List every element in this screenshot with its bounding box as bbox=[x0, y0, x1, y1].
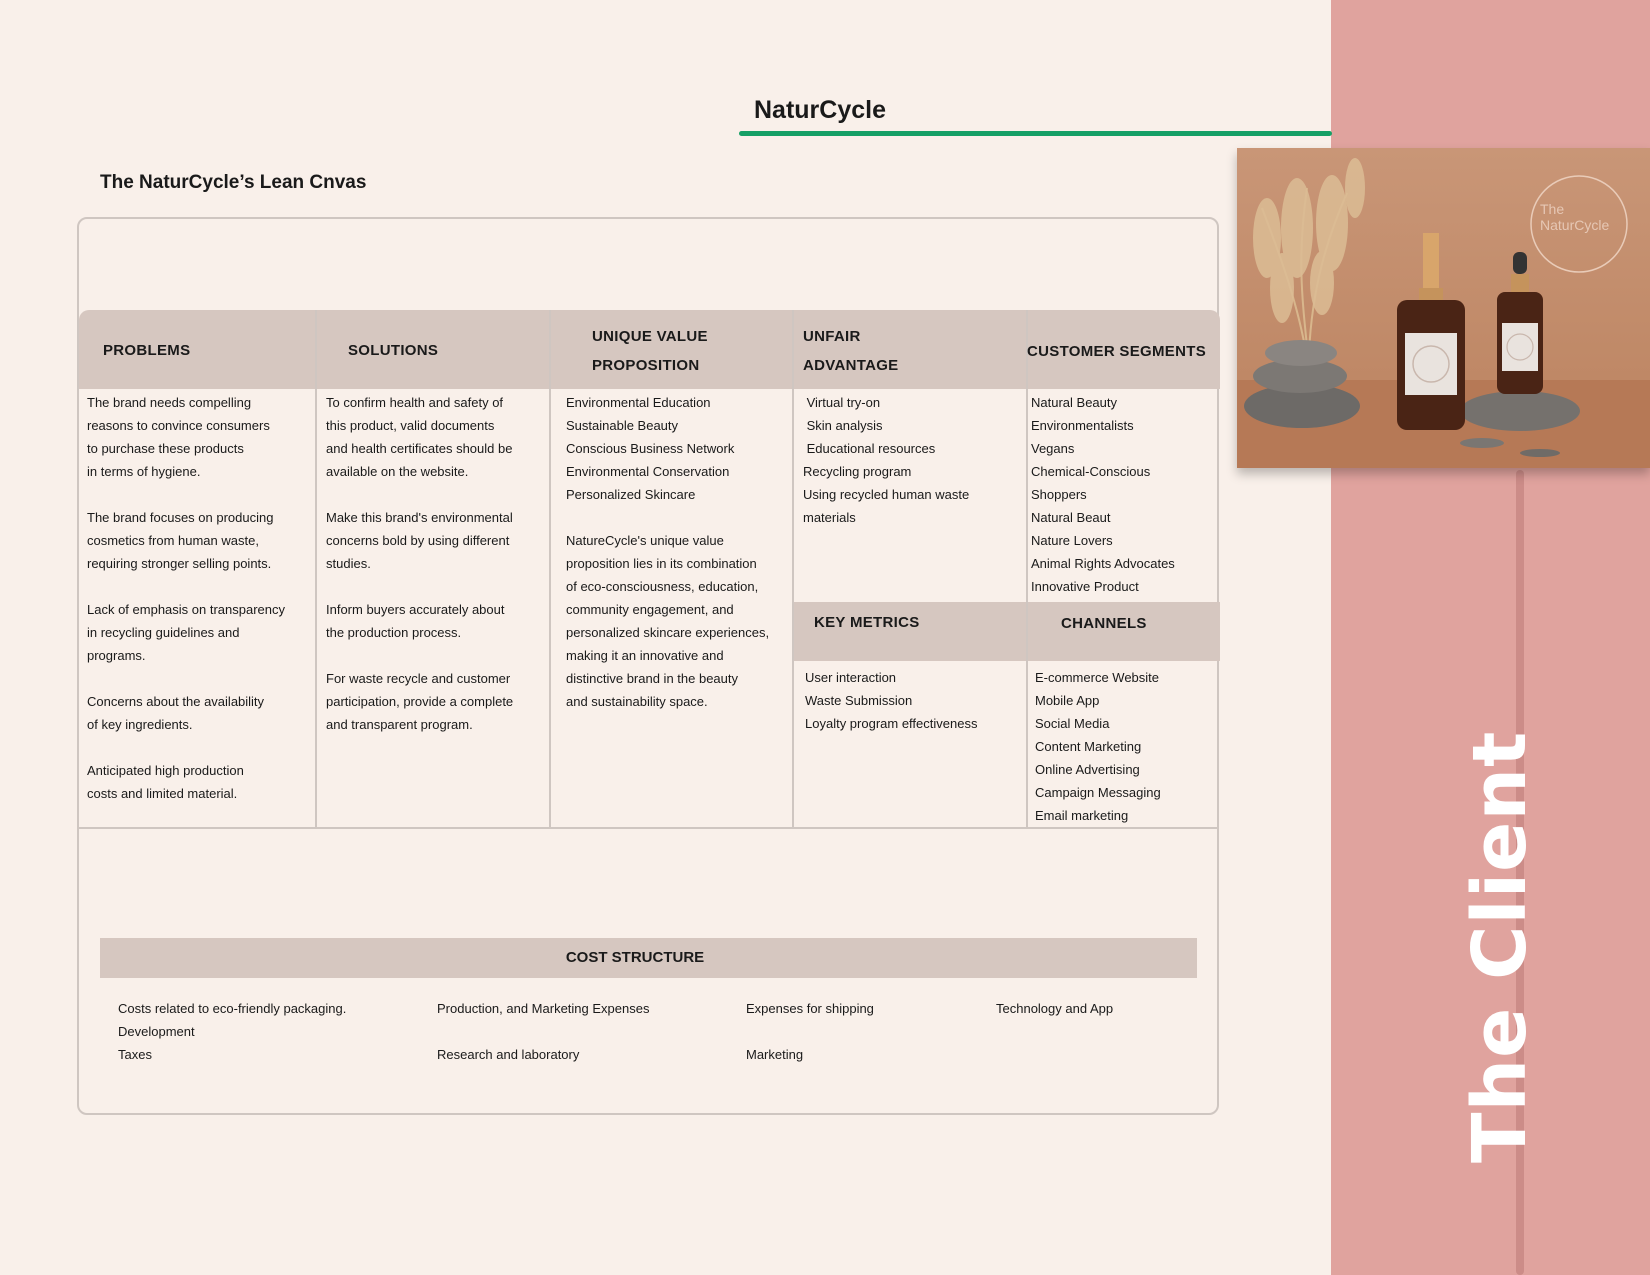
text-line bbox=[326, 483, 513, 506]
problems-heading: PROBLEMS bbox=[103, 342, 191, 359]
side-title: The Client bbox=[1457, 730, 1543, 1163]
text-line: The brand focuses on producing bbox=[87, 510, 274, 525]
text-line: Sustainable Beauty bbox=[566, 418, 679, 433]
text-line: Virtual try-on bbox=[803, 395, 881, 410]
text-line: proposition lies in its combination bbox=[566, 556, 757, 571]
text-line: Shoppers bbox=[1031, 487, 1087, 502]
text-line: Environmental Conservation bbox=[566, 464, 730, 479]
cost-item: Technology and App bbox=[996, 1001, 1114, 1016]
text-line: available on the website. bbox=[326, 464, 469, 479]
brand-title: NaturCycle bbox=[754, 96, 886, 124]
text-line: Innovative Product bbox=[1031, 579, 1139, 594]
cost-item: Costs related to eco-friendly packaging. bbox=[118, 1001, 347, 1016]
customer-segments-heading: CUSTOMER SEGMENTS bbox=[1027, 343, 1207, 360]
customer-segments-text bbox=[1031, 391, 1175, 598]
text-line: Email marketing bbox=[1035, 808, 1129, 823]
text-line: personalized skincare experiences, bbox=[566, 625, 770, 640]
text-line: Nature Lovers bbox=[1031, 533, 1113, 548]
uvp-heading bbox=[592, 322, 708, 380]
problems-text bbox=[87, 391, 285, 805]
text-line: and transparent program. bbox=[326, 717, 473, 732]
text-line: Inform buyers accurately about bbox=[326, 602, 505, 617]
text-line: NatureCycle's unique value bbox=[566, 533, 724, 548]
column-divider bbox=[1026, 310, 1028, 828]
cost-item: Development bbox=[118, 1024, 195, 1039]
text-line bbox=[566, 506, 769, 529]
channels-text bbox=[1035, 666, 1161, 827]
cost-item: Taxes bbox=[118, 1047, 152, 1062]
text-line: and health certificates should be bbox=[326, 441, 513, 456]
text-line: the production process. bbox=[326, 625, 462, 640]
text-line: Natural Beauty bbox=[1031, 395, 1117, 410]
text-line: studies. bbox=[326, 556, 371, 571]
product-illustration bbox=[1237, 148, 1650, 468]
cost-item: Research and laboratory bbox=[437, 1047, 580, 1062]
text-line bbox=[326, 575, 513, 598]
channels-heading: CHANNELS bbox=[1061, 615, 1147, 632]
text-line: To confirm health and safety of bbox=[326, 395, 504, 410]
unfair-advantage-heading bbox=[803, 322, 898, 380]
cost-structure-heading: COST STRUCTURE bbox=[565, 949, 705, 966]
text-line: Loyalty program effectiveness bbox=[805, 716, 978, 731]
text-line: Environmentalists bbox=[1031, 418, 1134, 433]
text-line: Make this brand's environmental bbox=[326, 510, 513, 525]
text-line: costs and limited material. bbox=[87, 786, 238, 801]
text-line: Lack of emphasis on transparency bbox=[87, 602, 285, 617]
key-metrics-heading: KEY METRICS bbox=[814, 614, 920, 631]
text-line: materials bbox=[803, 510, 856, 525]
text-line: concerns bold by using different bbox=[326, 533, 510, 548]
text-line bbox=[87, 667, 285, 690]
uvp-text bbox=[566, 391, 769, 713]
cost-item: Expenses for shipping bbox=[746, 1001, 874, 1016]
text-line: to purchase these products bbox=[87, 441, 244, 456]
text-line bbox=[87, 736, 285, 759]
text-line: Campaign Messaging bbox=[1035, 785, 1161, 800]
text-line: Personalized Skincare bbox=[566, 487, 696, 502]
text-line: Recycling program bbox=[803, 464, 912, 479]
text-line: in terms of hygiene. bbox=[87, 464, 201, 479]
text-line: For waste recycle and customer bbox=[326, 671, 511, 686]
text-line: requiring stronger selling points. bbox=[87, 556, 272, 571]
text-line: User interaction bbox=[805, 670, 897, 685]
text-line: E-commerce Website bbox=[1035, 670, 1160, 685]
text-line: this product, valid documents bbox=[326, 418, 495, 433]
column-divider bbox=[549, 310, 551, 828]
column-divider bbox=[792, 310, 794, 828]
text-line: Concerns about the availability bbox=[87, 694, 265, 709]
text-line bbox=[87, 483, 285, 506]
text-line: community engagement, and bbox=[566, 602, 734, 617]
text-line: Online Advertising bbox=[1035, 762, 1140, 777]
text-line: Educational resources bbox=[803, 441, 936, 456]
text-line: distinctive brand in the beauty bbox=[566, 671, 738, 686]
product-photo bbox=[1237, 148, 1650, 468]
text-line: Social Media bbox=[1035, 716, 1110, 731]
text-line: cosmetics from human waste, bbox=[87, 533, 259, 548]
text-line: Animal Rights Advocates bbox=[1031, 556, 1175, 571]
text-line: Mobile App bbox=[1035, 693, 1100, 708]
text-line: in recycling guidelines and bbox=[87, 625, 240, 640]
text-line: Skin analysis bbox=[803, 418, 883, 433]
text-line: of eco-consciousness, education, bbox=[566, 579, 759, 594]
text-line: Content Marketing bbox=[1035, 739, 1142, 754]
unfair-advantage-text bbox=[803, 391, 969, 529]
uvp-heading-line: PROPOSITION bbox=[592, 357, 700, 374]
text-line: making it an innovative and bbox=[566, 648, 724, 663]
text-line: Natural Beaut bbox=[1031, 510, 1111, 525]
svg-text:The: The bbox=[1540, 201, 1565, 217]
key-metrics-text bbox=[805, 666, 977, 735]
solutions-text bbox=[326, 391, 513, 736]
unfair-heading-line: ADVANTAGE bbox=[803, 357, 899, 374]
column-divider bbox=[315, 310, 317, 828]
text-line bbox=[87, 575, 285, 598]
text-line: programs. bbox=[87, 648, 146, 663]
text-line: Anticipated high production bbox=[87, 763, 244, 778]
text-line: Vegans bbox=[1031, 441, 1075, 456]
text-line: participation, provide a complete bbox=[326, 694, 514, 709]
section-divider bbox=[77, 827, 1219, 829]
text-line: Conscious Business Network bbox=[566, 441, 735, 456]
cost-item: Marketing bbox=[746, 1047, 804, 1062]
brand-underline bbox=[739, 131, 1332, 136]
text-line: Using recycled human waste bbox=[803, 487, 970, 502]
text-line: The brand needs compelling bbox=[87, 395, 252, 410]
canvas-heading: The NaturCycle’s Lean Cnvas bbox=[100, 172, 367, 193]
text-line: of key ingredients. bbox=[87, 717, 193, 732]
text-line: and sustainability space. bbox=[566, 694, 708, 709]
svg-text:NaturCycle: NaturCycle bbox=[1540, 217, 1610, 233]
text-line: Chemical-Conscious bbox=[1031, 464, 1151, 479]
text-line: Environmental Education bbox=[566, 395, 711, 410]
text-line bbox=[326, 644, 513, 667]
text-line: reasons to convince consumers bbox=[87, 418, 270, 433]
solutions-heading: SOLUTIONS bbox=[348, 342, 439, 359]
unfair-heading-line: UNFAIR bbox=[803, 328, 861, 345]
cost-item: Production, and Marketing Expenses bbox=[437, 1001, 650, 1016]
uvp-heading-line: UNIQUE VALUE bbox=[592, 328, 708, 345]
text-line: Waste Submission bbox=[805, 693, 913, 708]
